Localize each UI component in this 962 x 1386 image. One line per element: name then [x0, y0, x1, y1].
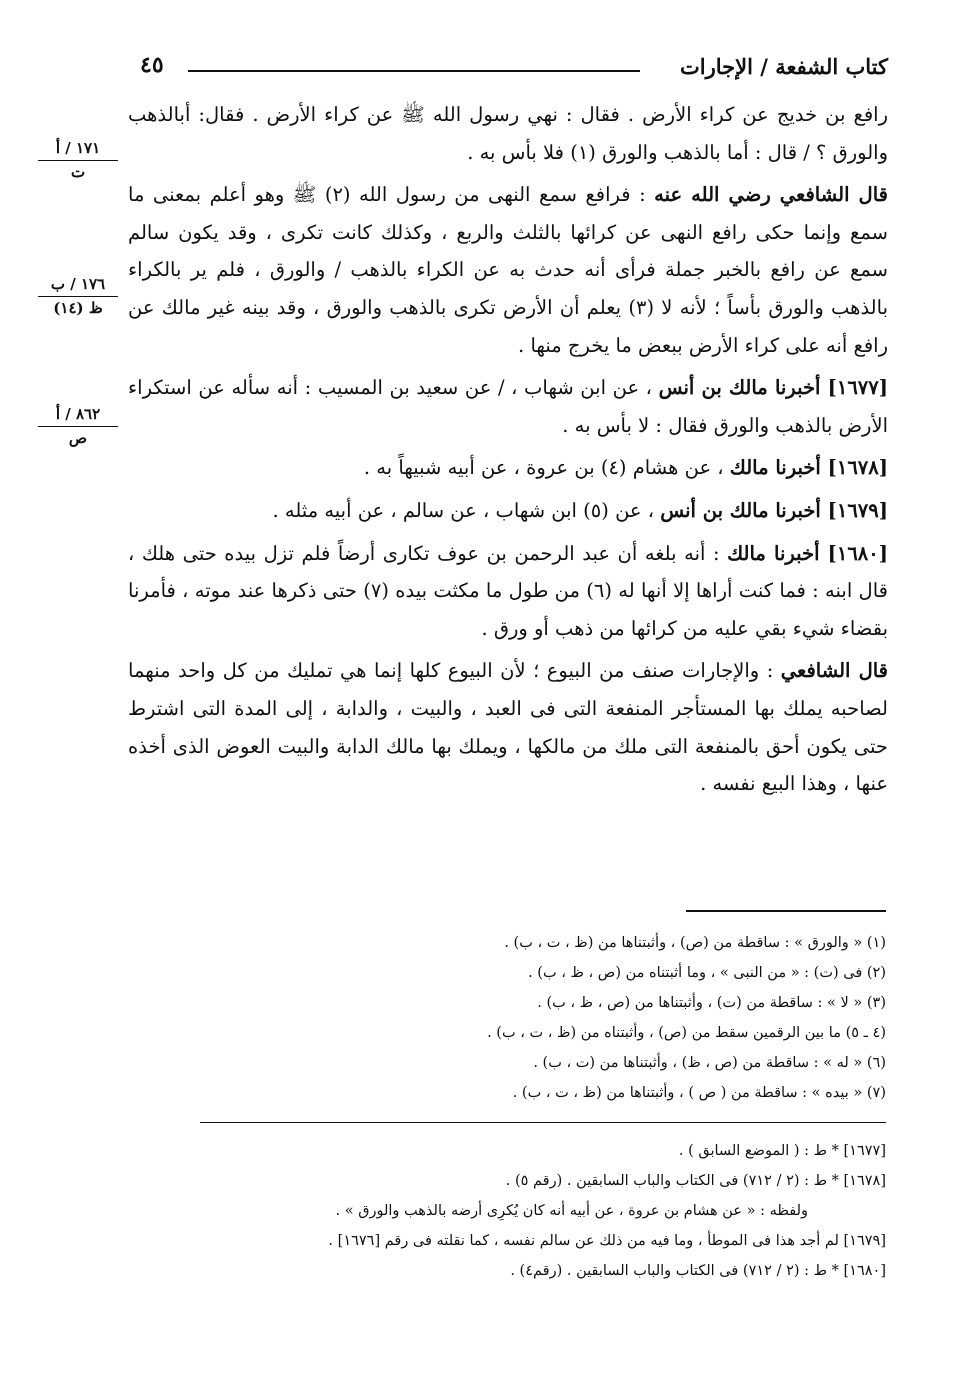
page-header — [140, 46, 888, 90]
paragraph-text: : والإجارات صنف من البيوع ؛ لأن البيوع كلها إنما هي تمليك من كل واحد منهما لصاحبه يملك بها المستأجر المنفعة التى فى العبد ، والبيت ، والدابة ، إلى المدة التى اشترط حتى يكون أحق بالمنفعة التى ملك من مالكها ، ويملك بها مالك الدابة والبيت العوض الذى أخذه عنها ، وهذا البيع نفسه . — [128, 659, 888, 796]
margin-note-folio: ١٧٦ / ب — [38, 274, 118, 297]
page-number: ٤٥ — [140, 52, 164, 78]
footnote: (٦) « له » : ساقطة من (ص ، ظ) ، وأثبتناها من (ت ، ب) . — [533, 1055, 886, 1071]
paragraph — [128, 176, 888, 364]
paragraph-lead: [١٦٧٩] أخبرنا مالك بن أنس — [660, 498, 888, 522]
footnote: (٧) « بيده » : ساقطة من ( ص ) ، وأثبتناها من (ظ ، ت ، ب) . — [512, 1085, 886, 1101]
margin-note-folio: ٨٦٢ / أ — [38, 404, 118, 427]
footnote: (٣) « لا » : ساقطة من (ت) ، وأثبتناها من (ص ، ظ ، ب) . — [537, 995, 886, 1011]
margin-note-manuscript: ظ (١٤) — [53, 299, 103, 317]
book-title: كتاب الشفعة / الإجارات — [679, 54, 888, 79]
source-reference-wording: ولفظه : « عن هشام بن عروة ، عن أبيه أنه كان يُكرِى أرضه بالذهب والورق » . — [335, 1203, 808, 1219]
source-reference: [١٦٨٠] * ط : (٢ / ٧١٢) فى الكتاب والباب السابقين . (رقم٤) . — [510, 1263, 886, 1279]
paragraph-text: : فرافع سمع النهى من رسول الله (٢) ﷺ وهو أعلم بمعنى ما سمع وإنما حكى رافع النهى عن كرائها بالثلث والربع ، وكذلك كانت تكرى ، وقد يكون سالم سمع عن رافع بالخبر جملة فرأى أنه حدث به عن الكراء بالذهب / والورق ، فلم ير بالكراء بالذهب والورق بأساً ؛ لأنه لا (٣) يعلم أن الأرض تكرى بالذهب والورق ، وقد بينه غير مالك عن رافع أنه على كراء الأرض ببعض ما يخرج منها . — [128, 183, 888, 357]
margin-note-folio: ١٧١ / أ — [38, 138, 118, 161]
footnote: (٤ ـ ٥) ما بين الرقمين سقط من (ص) ، وأثبتناه من (ظ ، ت ، ب) . — [487, 1025, 886, 1041]
paragraph-lead: [١٦٧٧] أخبرنا مالك بن أنس — [658, 376, 888, 400]
margin-note — [38, 274, 118, 318]
footnote-rule — [686, 910, 886, 912]
margin-note — [38, 404, 118, 448]
paragraph-text: رافع بن خديج عن كراء الأرض . فقال : نهي رسول الله ﷺ عن كراء الأرض . فقال: أبالذهب والورق ؟ / قال : أما بالذهب والورق (١) فلا بأس به . — [128, 103, 888, 164]
header-rule — [188, 70, 640, 72]
paragraph — [128, 369, 888, 444]
paragraph — [128, 535, 888, 648]
margin-note-manuscript: ت — [70, 163, 86, 181]
source-reference: [١٦٧٨] * ط : (٢ / ٧١٢) فى الكتاب والباب السابقين . (رقم ٥) . — [505, 1173, 886, 1189]
footnotes — [200, 928, 886, 1108]
footnote: (١) « والورق » : ساقطة من (ص) ، وأثبتناها من (ظ ، ت ، ب) . — [504, 935, 886, 951]
paragraph-lead: [١٦٧٨] أخبرنا مالك — [729, 456, 888, 480]
footnote: (٢) فى (ت) : « من النبى » ، وما أثبتناه من (ص ، ظ ، ب) . — [528, 965, 886, 981]
margin-note-manuscript: ص — [68, 429, 88, 447]
paragraph — [128, 652, 888, 802]
paragraph-lead: قال الشافعي رضي الله عنه — [654, 183, 888, 207]
paragraph-lead: قال الشافعي — [780, 659, 889, 683]
paragraph-text: : أنه بلغه أن عبد الرحمن بن عوف تكارى أرضاً فلم تزل بيده حتى هلك ، قال ابنه : فما كنت أراها إلا أنها له (٦) من طول ما مكثت بيده (٧) حتى ذكرها عند موته ، فأمرنا بقضاء شيء بقي عليه من كرائها من ذهب أو ورق . — [128, 541, 888, 640]
paragraph-text: ، عن ابن شهاب ، / عن سعيد بن المسيب : أنه سأله عن استكراء الأرض بالذهب والورق فقال : لا بأس به . — [128, 376, 888, 437]
source-references — [120, 1136, 886, 1286]
paragraph — [128, 96, 888, 171]
paragraph-text: ، عن (٥) ابن شهاب ، عن سالم ، عن أبيه مثله . — [272, 498, 661, 522]
paragraph-text: ، عن هشام (٤) بن عروة ، عن أبيه شبيهاً به . — [363, 456, 730, 480]
source-reference: [١٦٧٩] لم أجد هذا فى الموطأ ، وما فيه من ذلك عن سالم نفسه ، كما نقلته فى رقم [١٦٧٦] . — [328, 1233, 886, 1249]
source-reference: [١٦٧٧] * ط : ( الموضع السابق ) . — [678, 1143, 886, 1159]
margin-note — [38, 138, 118, 182]
sources-rule — [200, 1122, 886, 1123]
paragraph — [128, 449, 888, 487]
main-text — [128, 96, 888, 808]
paragraph — [128, 492, 888, 530]
paragraph-lead: [١٦٨٠] أخبرنا مالك — [727, 541, 888, 565]
